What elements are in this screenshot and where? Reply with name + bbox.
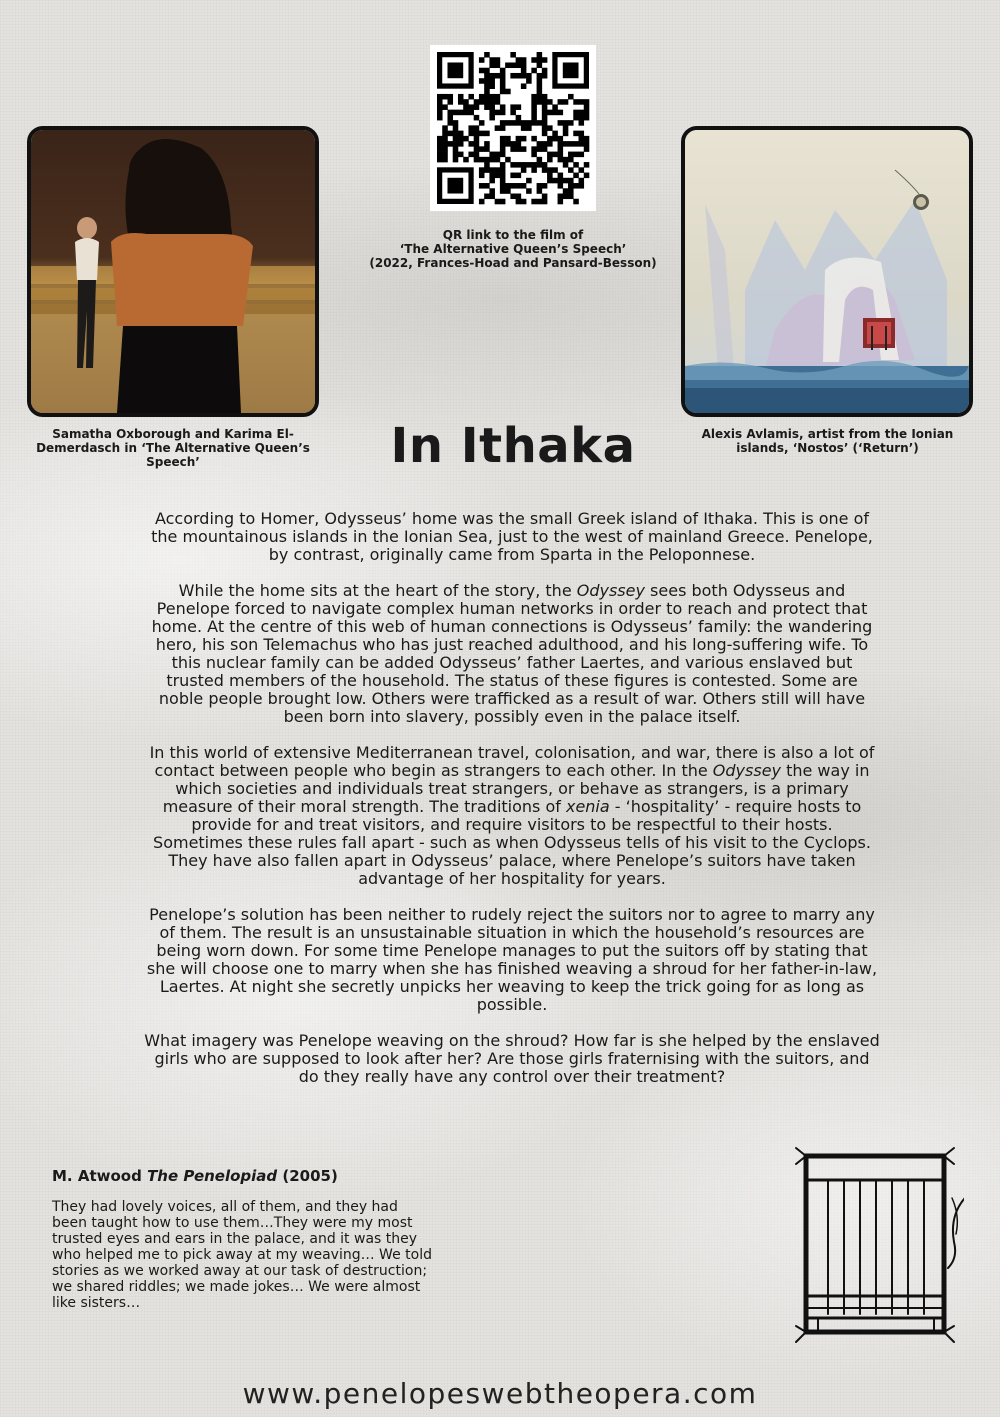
film-still-graphic xyxy=(31,130,315,413)
film-still-caption: Samatha Oxborough and Karima El-Demerdasch in ‘The Alternative Queen’s Speech’ xyxy=(36,427,310,469)
qr-caption-line-1: QR link to the film of xyxy=(442,228,584,242)
nostos-caption: Alexis Avlamis, artist from the Ionian islands, ‘Nostos’ (‘Return’) xyxy=(701,427,954,455)
page-title: In Ithaka xyxy=(390,418,636,474)
loom-sketch xyxy=(788,1138,964,1354)
paragraph-5: What imagery was Penelope weaving on the shroud? How far is she helped by the enslaved girls who are supposed to look after her? Are those girls fraternising with the suitors, and do they really have any control over their treatment? xyxy=(144,1031,880,1086)
paragraph-1: According to Homer, Odysseus’ home was the small Greek island of Ithaka. This is one of the mountainous islands in the Ionian Sea, just to the west of mainland Greece. Penelope, by contrast, originally came from Sparta in the Peloponnese. xyxy=(151,509,873,564)
qr-caption xyxy=(340,228,686,270)
paragraph-4: Penelope’s solution has been neither to rudely reject the suitors nor to agree to marry any of them. The result is an unsustainable situation in which the household’s resources are being worn down. For some time Penelope manages to put the suitors off by stating that she will choose one to marry when she has finished weaving a shroud for her father-in-law, Laertes. At night she secretly unpicks her weaving to keep the trick going for as long as possible. xyxy=(146,905,878,1014)
paragraph-2: While the home sits at the heart of the story, the Odyssey sees both Odysseus and Penelope forced to navigate complex human networks in order to reach and protect that home. At the centre of this web of human connections is Odysseus’ family: the wandering hero, his son Telemachus who has just reached adulthood, and his long-suffering wife. To this nuclear family can be added Odysseus’ father Laertes, and various enslaved but trusted members of the household. The status of these figures is contested. Some are noble people brought low. Others were trafficked as a result of war. Others still will have been born into slavery, possibly even in the palace itself. xyxy=(151,581,873,726)
quote-source: M. Atwood The Penelopiad (2005) xyxy=(52,1167,338,1185)
nostos-painting xyxy=(681,126,973,417)
website-link[interactable]: www.penelopeswebtheopera.com xyxy=(242,1377,758,1410)
qr-code-graphic xyxy=(430,45,596,211)
qr-caption-line-3: (2022, Frances-Hoad and Pansard-Besson) xyxy=(369,256,657,270)
qr-code[interactable] xyxy=(430,45,596,211)
main-article xyxy=(144,510,880,1104)
qr-caption-line-2: ‘The Alternative Queen’s Speech’ xyxy=(399,242,627,256)
quote-text: They had lovely voices, all of them, and they had been taught how to use them…They were my most trusted eyes and ears in the palace, and it was they who helped me to pick away at my weaving… We told stories as we worked away at our task of destruction; we shared riddles; we made jokes… We were almost like sisters… xyxy=(52,1199,432,1311)
loom-icon xyxy=(788,1138,964,1354)
nostos-painting-graphic xyxy=(685,130,969,413)
film-still-photo xyxy=(27,126,319,417)
paragraph-3: In this world of extensive Mediterranean travel, colonisation, and war, there is also a lot of contact between people who begin as strangers to each other. In the Odyssey the way in which societies and individuals treat strangers, or behave as strangers, is a primary measure of their moral strength. The traditions of xenia - ‘hospitality’ - require hosts to provide for and treat visitors, and require visitors to be respectful to their hosts. Sometimes these rules fall apart - such as when Odysseus tells of his visit to the Cyclops. They have also fallen apart in Odysseus’ palace, where Penelope’s suitors have taken advantage of her hospitality for years. xyxy=(149,743,875,888)
